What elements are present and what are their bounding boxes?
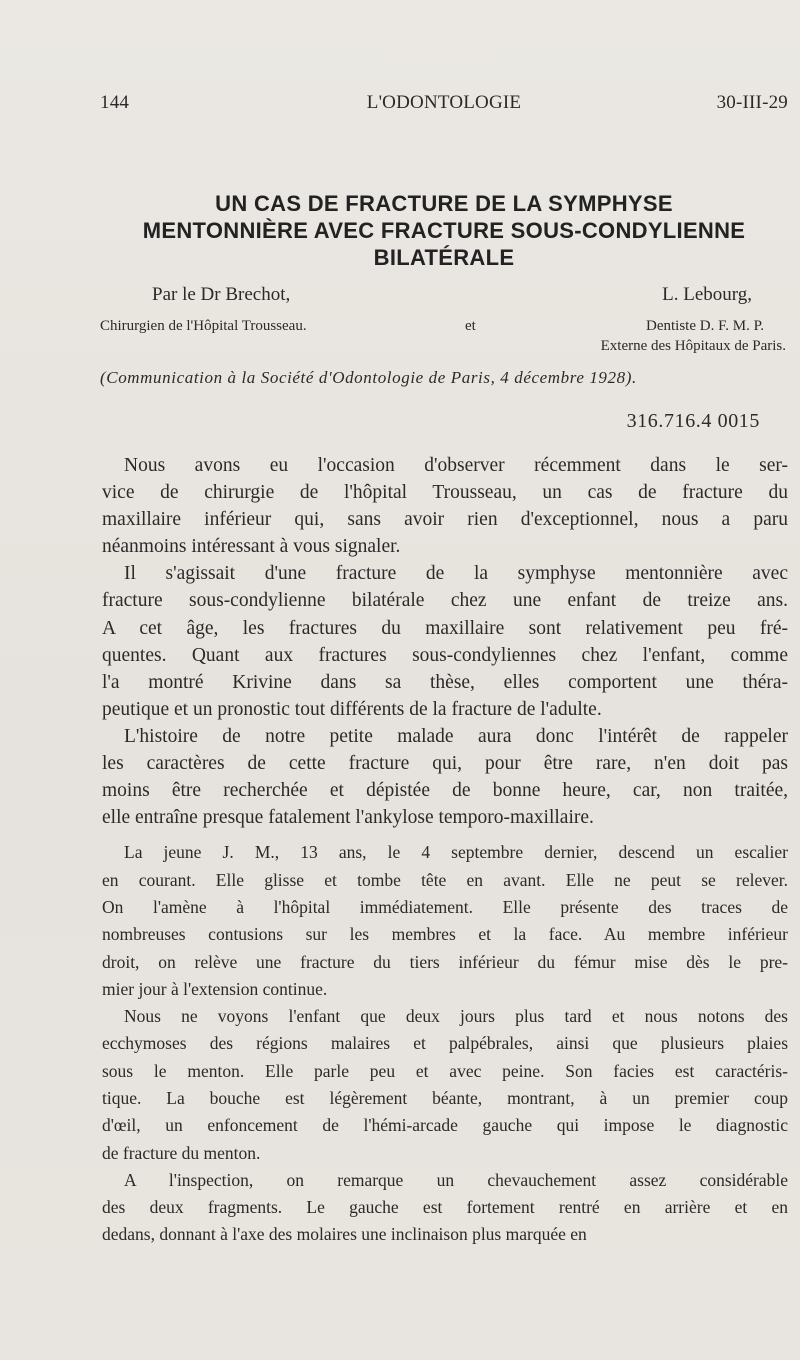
author-lebourg: L. Lebourg, bbox=[662, 284, 752, 305]
body-text-small bbox=[102, 839, 788, 1248]
text-line: fracture sous-condylienne bilatérale chez une enfant de treize ans. bbox=[102, 590, 788, 612]
conjunction-et: et bbox=[465, 318, 476, 334]
affiliation-brechot: Chirurgien de l'Hôpital Trousseau. bbox=[100, 318, 307, 334]
text-line: droit, on relève une fracture du tiers inférieur du fémur mise dès le pre- bbox=[102, 951, 788, 972]
text-line: Il s'agissait d'une fracture de la symphyse mentonnière avec bbox=[124, 563, 788, 585]
communication-note: (Communication à la Société d'Odontologie de Paris, 4 décembre 1928). bbox=[100, 368, 637, 387]
classification-number: 316.716.4 0015 bbox=[626, 410, 760, 432]
text-line: quentes. Quant aux fractures sous-condyliennes chez l'enfant, comme bbox=[102, 644, 788, 666]
text-line: A l'inspection, on remarque un chevauchement assez considérable bbox=[124, 1169, 788, 1190]
text-line: Nous avons eu l'occasion d'observer récemment dans le ser- bbox=[124, 455, 788, 476]
text-line: en courant. Elle glisse et tombe tête en avant. Elle ne peut se relever. bbox=[102, 869, 788, 890]
issue-date: 30-III-29 bbox=[716, 92, 788, 113]
authors-block bbox=[100, 282, 786, 356]
text-line: L'histoire de notre petite malade aura donc l'intérêt de rappeler bbox=[124, 725, 788, 747]
text-line: maxillaire inférieur qui, sans avoir rien d'exceptionnel, nous a paru bbox=[102, 509, 788, 531]
affiliation-lebourg-2: Externe des Hôpitaux de Paris. bbox=[600, 338, 786, 354]
title-line: BILATÉRALE bbox=[373, 245, 515, 270]
article-body bbox=[102, 452, 788, 1249]
text-line: On l'amène à l'hôpital immédiatement. Elle présente des traces de bbox=[102, 896, 788, 917]
text-line: moins être recherchée et dépistée de bonne heure, car, non traitée, bbox=[102, 780, 788, 802]
text-line: de fracture du menton. bbox=[102, 1142, 261, 1163]
text-line: les caractères de cette fracture qui, pour être rare, n'en doit pas bbox=[102, 753, 788, 775]
text-line: peutique et un pronostic tout différents de la fracture de l'adulte. bbox=[102, 698, 602, 720]
title-line: UN CAS DE FRACTURE DE LA SYMPHYSE bbox=[215, 191, 673, 216]
text-line: néanmoins intéressant à vous signaler. bbox=[102, 536, 401, 558]
text-line: tique. La bouche est légèrement béante, montrant, à un premier coup bbox=[102, 1087, 788, 1108]
text-line: elle entraîne presque fatalement l'ankylose temporo-maxillaire. bbox=[102, 807, 594, 829]
text-line: l'a montré Krivine dans sa thèse, elles comportent une théra- bbox=[102, 671, 788, 693]
author-brechot: Par le Dr Brechot, bbox=[152, 284, 291, 305]
text-line: A cet âge, les fractures du maxillaire sont relativement peu fré- bbox=[102, 617, 788, 639]
page-number: 144 bbox=[100, 92, 130, 113]
journal-title: L'ODONTOLOGIE bbox=[366, 92, 522, 113]
article-title bbox=[94, 190, 794, 271]
text-line: dedans, donnant à l'axe des molaires une inclinaison plus marquée en bbox=[102, 1224, 587, 1245]
text-line: sous le menton. Elle parle peu et avec peine. Son facies est caractéris- bbox=[102, 1060, 788, 1081]
text-line: mier jour à l'extension continue. bbox=[102, 978, 328, 999]
text-line: La jeune J. M., 13 ans, le 4 septembre dernier, descend un escalier bbox=[124, 842, 788, 863]
affiliation-lebourg-1: Dentiste D. F. M. P. bbox=[646, 318, 764, 334]
text-line: d'œil, un enfoncement de l'hémi-arcade gauche qui impose le diagnostic bbox=[102, 1115, 788, 1136]
title-line: MENTONNIÈRE AVEC FRACTURE SOUS-CONDYLIENNE bbox=[142, 218, 746, 243]
text-line: Nous ne voyons l'enfant que deux jours plus tard et nous notons des bbox=[124, 1006, 788, 1027]
text-line: des deux fragments. Le gauche est fortement rentré en arrière et en bbox=[102, 1197, 788, 1218]
running-header bbox=[100, 92, 788, 118]
text-line: nombreuses contusions sur les membres et la face. Au membre inférieur bbox=[102, 924, 788, 945]
body-text-large bbox=[102, 452, 788, 831]
text-line: ecchymoses des régions malaires et palpébrales, ainsi que plusieurs plaies bbox=[102, 1033, 788, 1054]
text-line: vice de chirurgie de l'hôpital Trousseau, un cas de fracture du bbox=[102, 482, 788, 504]
